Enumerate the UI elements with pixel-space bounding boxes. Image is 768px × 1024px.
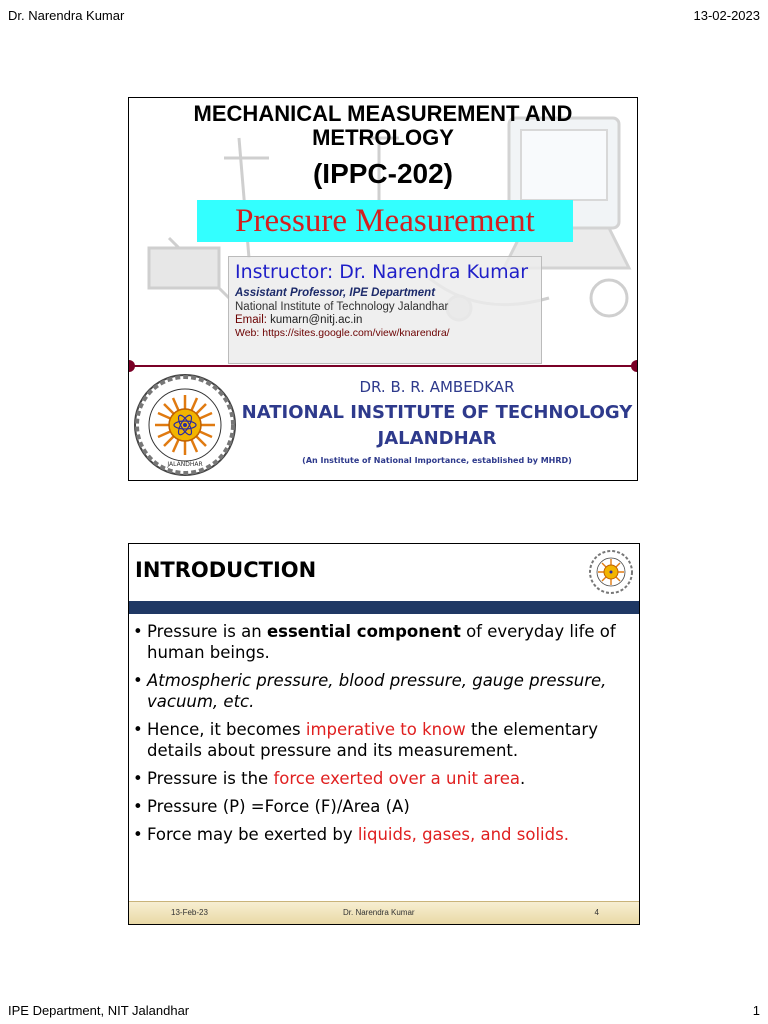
- bullet-item: [133, 768, 629, 789]
- divider-dot-left: [128, 360, 135, 372]
- footer-author: Dr. Narendra Kumar: [343, 908, 415, 917]
- bullet-list: [133, 614, 629, 845]
- email-value[interactable]: kumarn@nitj.ac.in: [270, 314, 363, 326]
- bullet-emphasis: imperative to know: [305, 720, 466, 739]
- bullet-text: .: [520, 769, 526, 788]
- bullet-emphasis: liquids, gases, and solids.: [357, 825, 569, 844]
- bullet-text: Pressure is the: [147, 769, 274, 788]
- divider-dot-right: [631, 360, 638, 372]
- bullet-item: [133, 621, 629, 663]
- instructor-info-box: [228, 256, 542, 364]
- title-slide: [128, 97, 638, 481]
- instructor-name: Instructor: Dr. Narendra Kumar: [235, 261, 529, 283]
- heading-band: [129, 601, 639, 614]
- page-footer-number: 1: [752, 1003, 760, 1018]
- logo-caption: JALANDHAR: [167, 461, 203, 468]
- bullet-text: Hence, it becomes: [147, 720, 306, 739]
- bullet-text: of everyday life of human beings.: [147, 622, 616, 662]
- bullet-emphasis: essential component: [266, 622, 461, 641]
- footer-page-number: 4: [594, 908, 599, 917]
- institute-line-1: DR. B. R. AMBEDKAR: [359, 378, 515, 396]
- bullet-emphasis: force exerted over a unit area: [273, 769, 521, 788]
- bullet-item: [133, 670, 629, 712]
- web-link[interactable]: https://sites.google.com/view/knarendra/: [262, 327, 450, 339]
- instructor-institute: National Institute of Technology Jalandhar: [235, 301, 449, 313]
- web-label: Web:: [235, 327, 260, 339]
- course-code: (IPPC-202): [312, 158, 454, 189]
- page-header-author: Dr. Narendra Kumar: [8, 8, 125, 23]
- page-header-date: 13-02-2023: [693, 8, 760, 23]
- instructor-role: Assistant Professor, IPE Department: [235, 287, 436, 299]
- institute-block: [241, 378, 633, 465]
- slide-footer: [129, 901, 639, 924]
- email-label: Email:: [235, 314, 267, 326]
- bullet-text: Pressure is an: [147, 622, 267, 641]
- nitj-logo-small: [589, 550, 633, 594]
- bullet-text: Atmospheric pressure, blood pressure, gauge pressure, vacuum, etc.: [147, 671, 607, 711]
- bullet-text: Pressure (P) =Force (F)/Area (A): [147, 797, 410, 816]
- bullet-text: the elementary details about pressure and its measurement.: [147, 720, 598, 760]
- slide-divider: [129, 365, 637, 367]
- course-title: MECHANICAL MEASUREMENT AND METROLOGY: [193, 101, 573, 150]
- institute-line-2: [241, 400, 633, 452]
- institute-city: JALANDHAR: [377, 428, 497, 449]
- bullet-item: [133, 719, 629, 761]
- bullet-item: [133, 824, 629, 845]
- institute-tagline: (An Institute of National Importance, established by MHRD): [302, 456, 572, 465]
- slide-heading: INTRODUCTION: [135, 558, 317, 582]
- introduction-slide: [128, 543, 640, 925]
- nitj-logo: [133, 373, 237, 477]
- institute-name: NATIONAL INSTITUTE OF TECHNOLOGY: [241, 402, 633, 423]
- bullet-text: Force may be exerted by: [147, 825, 358, 844]
- page-footer-department: IPE Department, NIT Jalandhar: [8, 1003, 190, 1018]
- instructor-email: [235, 314, 535, 326]
- bullet-item: [133, 796, 629, 817]
- footer-date: 13-Feb-23: [171, 908, 208, 917]
- slide-topic: Pressure Measurement: [197, 200, 573, 242]
- instructor-web: [235, 327, 535, 339]
